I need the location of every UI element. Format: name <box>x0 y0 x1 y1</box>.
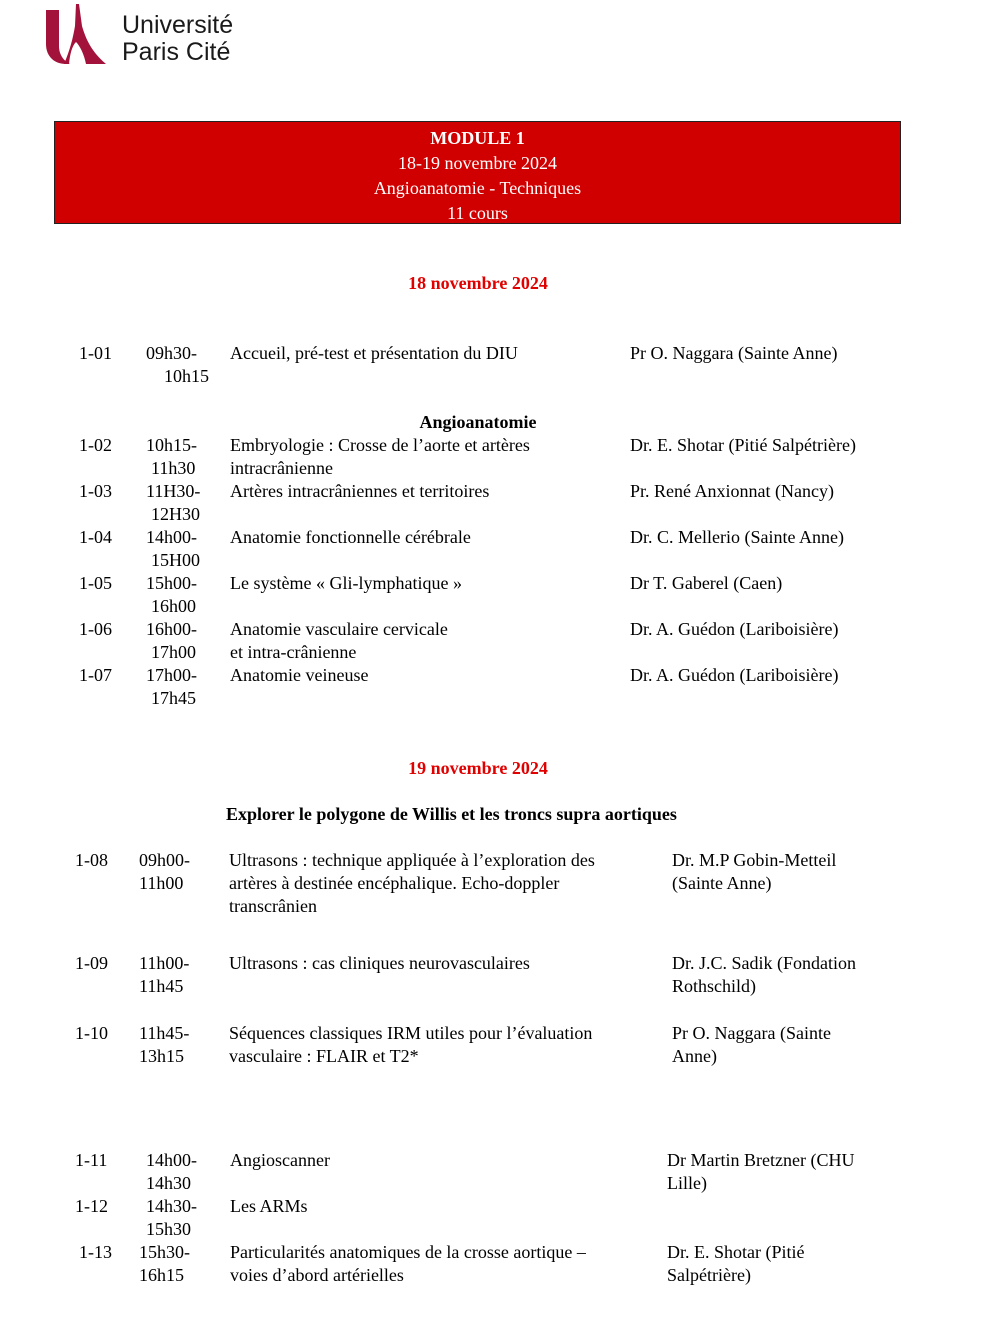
session-time-end: 11h00 <box>139 873 184 893</box>
session-speaker-line-2: Rothschild) <box>672 976 756 996</box>
session-number: 1-10 <box>75 1023 108 1043</box>
session-title: Anatomie vasculaire cervicale <box>230 619 448 639</box>
session-time-end: 11h45 <box>139 976 184 996</box>
logo-line-2: Paris Cité <box>122 38 231 66</box>
session-time-start: 17h00- <box>146 665 197 685</box>
session-title: Anatomie fonctionnelle cérébrale <box>230 527 471 547</box>
session-title: Embryologie : Crosse de l’aorte et artères <box>230 435 530 455</box>
session-speaker: Dr. J.C. Sadik (Fondation <box>672 953 857 973</box>
session-title: Anatomie veineuse <box>230 665 369 685</box>
session-number: 1-12 <box>75 1196 108 1216</box>
session-speaker: Dr. A. Guédon (Lariboisière) <box>630 665 839 685</box>
session-time-start: 15h30- <box>139 1242 190 1262</box>
session-title: Ultrasons : technique appliquée à l’exploration des <box>229 850 595 870</box>
eiffel-logo-icon <box>40 4 112 66</box>
session-title: Les ARMs <box>230 1196 308 1216</box>
session-time-start: 11H30- <box>146 481 201 501</box>
session-speaker: Pr. René Anxionnat (Nancy) <box>630 481 834 501</box>
session-number: 1-09 <box>75 953 108 973</box>
session-number: 1-06 <box>79 619 112 639</box>
session-time-end: 17h00 <box>151 642 196 662</box>
module-topic: Angioanatomie - Techniques <box>373 178 582 198</box>
session-time-start: 11h00- <box>139 953 190 973</box>
session-time-end: 12H30 <box>151 504 200 524</box>
module-banner <box>54 121 901 224</box>
session-time-start: 15h00- <box>146 573 197 593</box>
session-number: 1-02 <box>79 435 112 455</box>
university-logo <box>40 4 270 68</box>
session-time-end: 15h30 <box>146 1219 191 1239</box>
module-course-count: 11 cours <box>447 203 508 223</box>
session-time-end: 15H00 <box>151 550 200 570</box>
session-title: Artères intracrâniennes et territoires <box>230 481 490 501</box>
session-speaker: Dr Martin Bretzner (CHU <box>667 1150 855 1170</box>
session-speaker-line-2: (Sainte Anne) <box>672 873 772 893</box>
session-speaker-line-2: Anne) <box>672 1046 717 1066</box>
session-title: Particularités anatomiques de la crosse aortique – <box>230 1242 586 1262</box>
session-time-start: 09h00- <box>139 850 190 870</box>
module-dates: 18-19 novembre 2024 <box>398 153 557 173</box>
session-speaker: Dr T. Gaberel (Caen) <box>630 573 783 593</box>
session-speaker: Dr. E. Shotar (Pitié Salpétrière) <box>630 435 856 455</box>
session-title: Ultrasons : cas cliniques neurovasculaires <box>229 953 530 973</box>
session-title: Le système « Gli-lymphatique » <box>230 573 462 593</box>
session-title: Séquences classiques IRM utiles pour l’évaluation <box>229 1023 593 1043</box>
session-time-end: 14h30 <box>146 1173 191 1193</box>
session-title-line-2: artères à destinée encéphalique. Echo-doppler <box>229 873 560 893</box>
session-time-start: 11h45- <box>139 1023 190 1043</box>
session-time-start: 14h00- <box>146 1150 197 1170</box>
session-number: 1-03 <box>79 481 112 501</box>
session-number: 1-05 <box>79 573 112 593</box>
session-time-start: 14h00- <box>146 527 197 547</box>
session-time-start: 09h30- <box>146 343 197 363</box>
session-number: 1-01 <box>79 343 112 363</box>
session-speaker-line-2: Lille) <box>667 1173 707 1193</box>
session-time-end: 11h30 <box>151 458 196 478</box>
module-title: MODULE 1 <box>430 128 525 148</box>
session-number: 1-11 <box>75 1150 108 1170</box>
session-time-end: 10h15 <box>164 366 209 386</box>
session-title-line-3: transcrânien <box>229 896 317 916</box>
session-speaker: Pr O. Naggara (Sainte <box>672 1023 831 1043</box>
session-number: 1-04 <box>79 527 112 547</box>
session-title: Angioscanner <box>230 1150 330 1170</box>
section-heading-angioanatomie: Angioanatomie <box>419 412 537 432</box>
session-time-end: 16h00 <box>151 596 196 616</box>
session-speaker-line-2: Salpétrière) <box>667 1265 751 1285</box>
session-speaker: Dr. E. Shotar (Pitié <box>667 1242 805 1262</box>
day1-date: 18 novembre 2024 <box>408 273 548 293</box>
session-time-start: 10h15- <box>146 435 197 455</box>
session-title: Accueil, pré-test et présentation du DIU <box>230 343 518 363</box>
session-time-end: 16h15 <box>139 1265 184 1285</box>
session-time-end: 13h15 <box>139 1046 184 1066</box>
session-title-line-2: intracrânienne <box>230 458 333 478</box>
session-title-line-2: vasculaire : FLAIR et T2* <box>229 1046 419 1066</box>
session-speaker: Pr O. Naggara (Sainte Anne) <box>630 343 838 363</box>
session-number: 1-07 <box>79 665 112 685</box>
session-number: 1-13 <box>79 1242 112 1262</box>
logo-line-1: Université <box>122 11 234 39</box>
session-number: 1-08 <box>75 850 108 870</box>
session-speaker: Dr. A. Guédon (Lariboisière) <box>630 619 839 639</box>
session-title-line-2: voies d’abord artérielles <box>230 1265 404 1285</box>
section-heading-willis: Explorer le polygone de Willis et les troncs supra aortiques <box>226 804 677 824</box>
session-time-start: 14h30- <box>146 1196 197 1216</box>
session-time-end: 17h45 <box>151 688 196 708</box>
session-title-line-2: et intra-crânienne <box>230 642 357 662</box>
day2-date: 19 novembre 2024 <box>408 758 548 778</box>
session-speaker: Dr. C. Mellerio (Sainte Anne) <box>630 527 844 547</box>
session-time-start: 16h00- <box>146 619 197 639</box>
session-speaker: Dr. M.P Gobin-Metteil <box>672 850 837 870</box>
